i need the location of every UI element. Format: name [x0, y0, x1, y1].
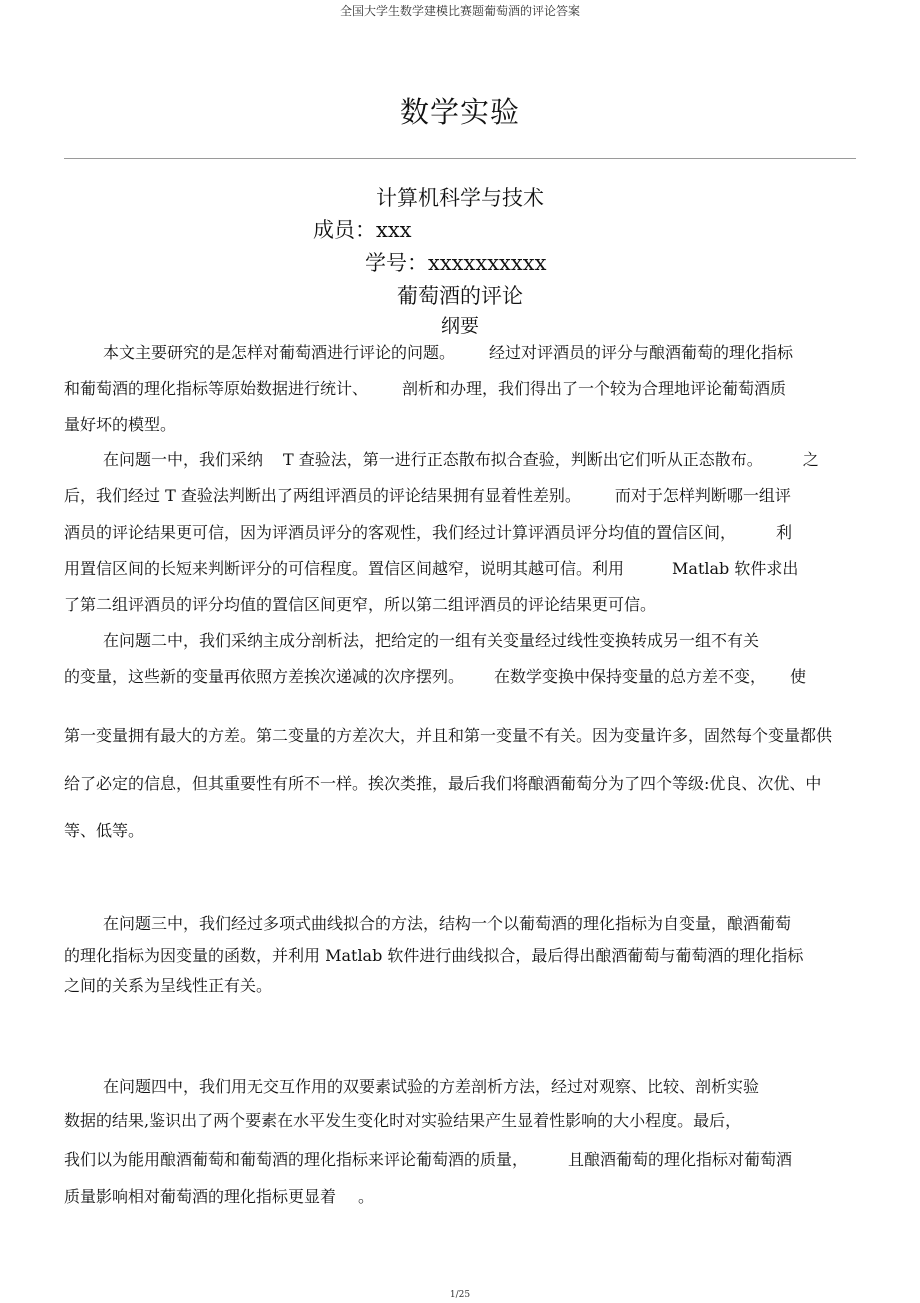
text-run: 且酿酒葡萄的理化指标对葡萄酒 [568, 1150, 793, 1169]
paragraph-2-line-2 [64, 483, 791, 506]
text-run: 用置信区间的长短来判断评分的可信程度。置信区间越窄，说明其越可信。利用 [64, 559, 625, 578]
text-run: 。 [358, 1187, 375, 1206]
text-run: 在问题一中，我们采纳 [103, 450, 264, 469]
text-run: 在数学变换中保持变量的总方差不变， [494, 667, 767, 686]
text-run: 之间的关系为呈线性正有关。 [64, 976, 273, 995]
main-title: 数学实验 [399, 95, 520, 129]
text-run: 使 [790, 667, 807, 686]
paragraph-3-line-5 [64, 818, 144, 841]
paragraph-4-line-2 [64, 943, 803, 966]
members: 成员：xxx [313, 218, 412, 242]
paragraph-2-line-5 [64, 592, 656, 615]
department: 计算机科学与技术 [376, 186, 544, 210]
text-run: 第一变量拥有最大的方差。第二变量的方差次大，并且和第一变量不有关。因为变量许多，固然每个变量都供 [64, 726, 833, 745]
paragraph-1-line-2 [64, 376, 786, 399]
text-run: Matlab 软件求出 [672, 559, 799, 578]
paragraph-3-line-4 [64, 771, 821, 794]
text-run: 的理化指标为因变量的函数，并利用 Matlab 软件进行曲线拟合，最后得出酿酒葡萄与葡萄酒的理化指标 [64, 946, 804, 965]
text-run: 在问题四中，我们用无交互作用的双要素试验的方差剖析方法，经过对观察、比较、剖析实验 [103, 1077, 760, 1096]
text-run: 而对于怎样判断哪一组评 [614, 486, 791, 505]
text-run: 了第二组评酒员的评分均值的置信区间更窄，所以第二组评酒员的评论结果更可信。 [64, 595, 657, 614]
paragraph-5-line-2 [64, 1108, 741, 1131]
running-header: 全国大学生数学建模比赛题葡萄酒的评论答案 [339, 4, 580, 18]
text-run: 数据的结果,鉴识出了两个要素在水平发生变化时对实验结果产生显着性影响的大小程度。最后， [64, 1111, 742, 1130]
paragraph-1-line-3 [64, 412, 176, 435]
text-run: 利 [776, 523, 793, 542]
text-run: 给了必定的信息，但其重要性有所不一样。挨次类推，最后我们将酿酒葡萄分为了四个等级:优良、次优、中 [64, 774, 822, 793]
abstract-heading: 纲要 [440, 315, 479, 337]
title-divider [64, 158, 856, 159]
text-run: 在问题二中，我们采纳主成分剖析法，把给定的一组有关变量经过线性变换转成另一组不有关 [103, 631, 760, 650]
paragraph-2-line-1 [103, 447, 819, 470]
text-run: 之 [802, 450, 819, 469]
paragraph-4-line-1 [103, 911, 791, 934]
student-id: 学号：xxxxxxxxxx [365, 251, 547, 275]
text-run: 等、低等。 [64, 821, 145, 840]
page-number: 1/25 [449, 1290, 471, 1300]
paragraph-2-line-4 [64, 556, 798, 579]
paragraph-5-line-3 [64, 1147, 792, 1170]
paragraph-3-line-2 [64, 664, 806, 687]
text-run: 质量影响相对葡萄酒的理化指标更显着 [64, 1187, 337, 1206]
text-run: 量好坏的模型。 [64, 415, 177, 434]
paragraph-4-line-3 [64, 973, 272, 996]
text-run: 剖析和办理，我们得出了一个较为合理地评论葡萄酒质 [402, 379, 787, 398]
text-run: 本文主要研究的是怎样对葡萄酒进行评论的问题。 [103, 343, 456, 362]
text-run: 经过对评酒员的评分与酿酒葡萄的理化指标 [489, 343, 794, 362]
paragraph-5-line-4 [64, 1184, 374, 1207]
text-run: 我们以为能用酿酒葡萄和葡萄酒的理化指标来评论葡萄酒的质量， [64, 1150, 529, 1169]
paragraph-2-line-3 [64, 520, 792, 543]
text-run: T 查验法，第一进行正态散布拟合查验，判断出它们听从正态散布。 [283, 450, 763, 469]
text-run: 后，我们经过 T 查验法判断出了两组评酒员的评论结果拥有显着性差别。 [64, 486, 581, 505]
paragraph-3-line-1 [103, 628, 759, 651]
paragraph-3-line-3 [64, 723, 832, 746]
paragraph-1-line-1 [103, 340, 793, 363]
text-run: 酒员的评论结果更可信，因为评酒员评分的客观性，我们经过计算评酒员评分均值的置信区间， [64, 523, 737, 542]
paragraph-5-line-1 [103, 1074, 759, 1097]
paper-title: 葡萄酒的评论 [397, 284, 523, 308]
text-run: 在问题三中，我们经过多项式曲线拟合的方法，结构一个以葡萄酒的理化指标为自变量，酿酒葡萄 [103, 914, 792, 933]
text-run: 的变量，这些新的变量再依照方差挨次递减的次序摆列。 [64, 667, 465, 686]
text-run: 和葡萄酒的理化指标等原始数据进行统计、 [64, 379, 369, 398]
